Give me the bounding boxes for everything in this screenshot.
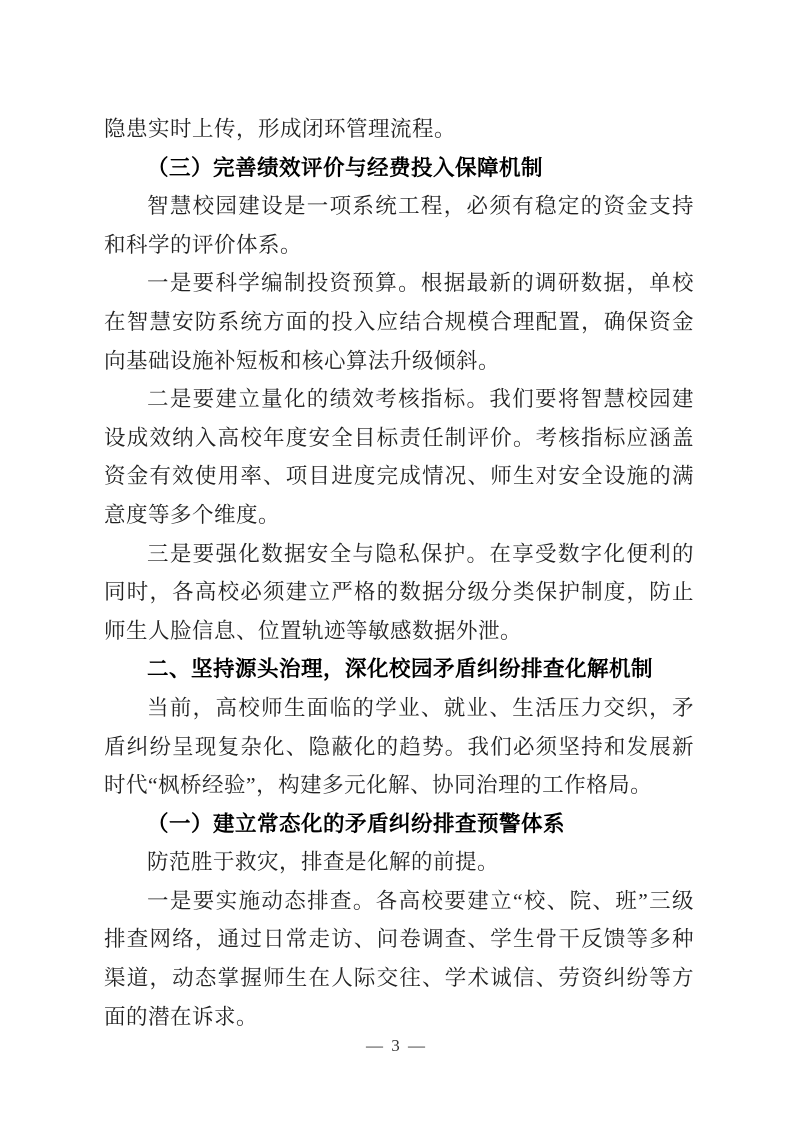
body-paragraph: 三是要强化数据安全与隐私保护。在享受数字化便利的同时，各高校必须建立严格的数据分级分类保护制度，防止师生人脸信息、位置轨迹等敏感数据外泄。 bbox=[104, 541, 694, 643]
body-paragraph: 当前，高校师生面临的学业、就业、生活压力交织，矛盾纠纷呈现复杂化、隐蔽化的趋势。我们必须坚持和发展新时代“枫桥经验”，构建多元化解、协同治理的工作格局。 bbox=[104, 695, 694, 798]
subsection-heading-3: （三）完善绩效评价与经费投入保障机制 bbox=[147, 155, 544, 180]
body-paragraph: 防范胜于救灾，排查是化解的前提。 bbox=[147, 850, 500, 875]
page-number: — 3 — bbox=[366, 1036, 427, 1055]
body-paragraph: 一是要实施动态排查。各高校要建立“校、院、班”三级排查网络，通过日常走访、问卷调查、学生骨干反馈等多种渠道，动态掌握师生在人际交往、学术诚信、劳资纠纷等方面的潜在诉求。 bbox=[104, 888, 694, 1029]
paragraph-continuation: 隐患实时上传，形成闭环管理流程。 bbox=[104, 117, 457, 141]
section-heading-2: 二、坚持源头治理，深化校园矛盾纠纷排查化解机制 bbox=[147, 657, 654, 682]
body-paragraph: 一是要科学编制投资预算。根据最新的调研数据，单校在智慧安防系统方面的投入应结合规模合理配置，确保资金向基础设施补短板和核心算法升级倾斜。 bbox=[104, 271, 694, 373]
document-body bbox=[104, 110, 694, 1036]
body-paragraph: 二是要建立量化的绩效考核指标。我们要将智慧校园建设成效纳入高校年度安全目标责任制评价。考核指标应涵盖资金有效使用率、项目进度完成情况、师生对安全设施的满意度等多个维度。 bbox=[104, 387, 694, 527]
page-footer bbox=[0, 1036, 793, 1056]
subsection-heading-1: （一）建立常态化的矛盾纠纷排查预警体系 bbox=[147, 811, 566, 836]
body-paragraph: 智慧校园建设是一项系统工程，必须有稳定的资金支持和科学的评价体系。 bbox=[104, 194, 694, 257]
